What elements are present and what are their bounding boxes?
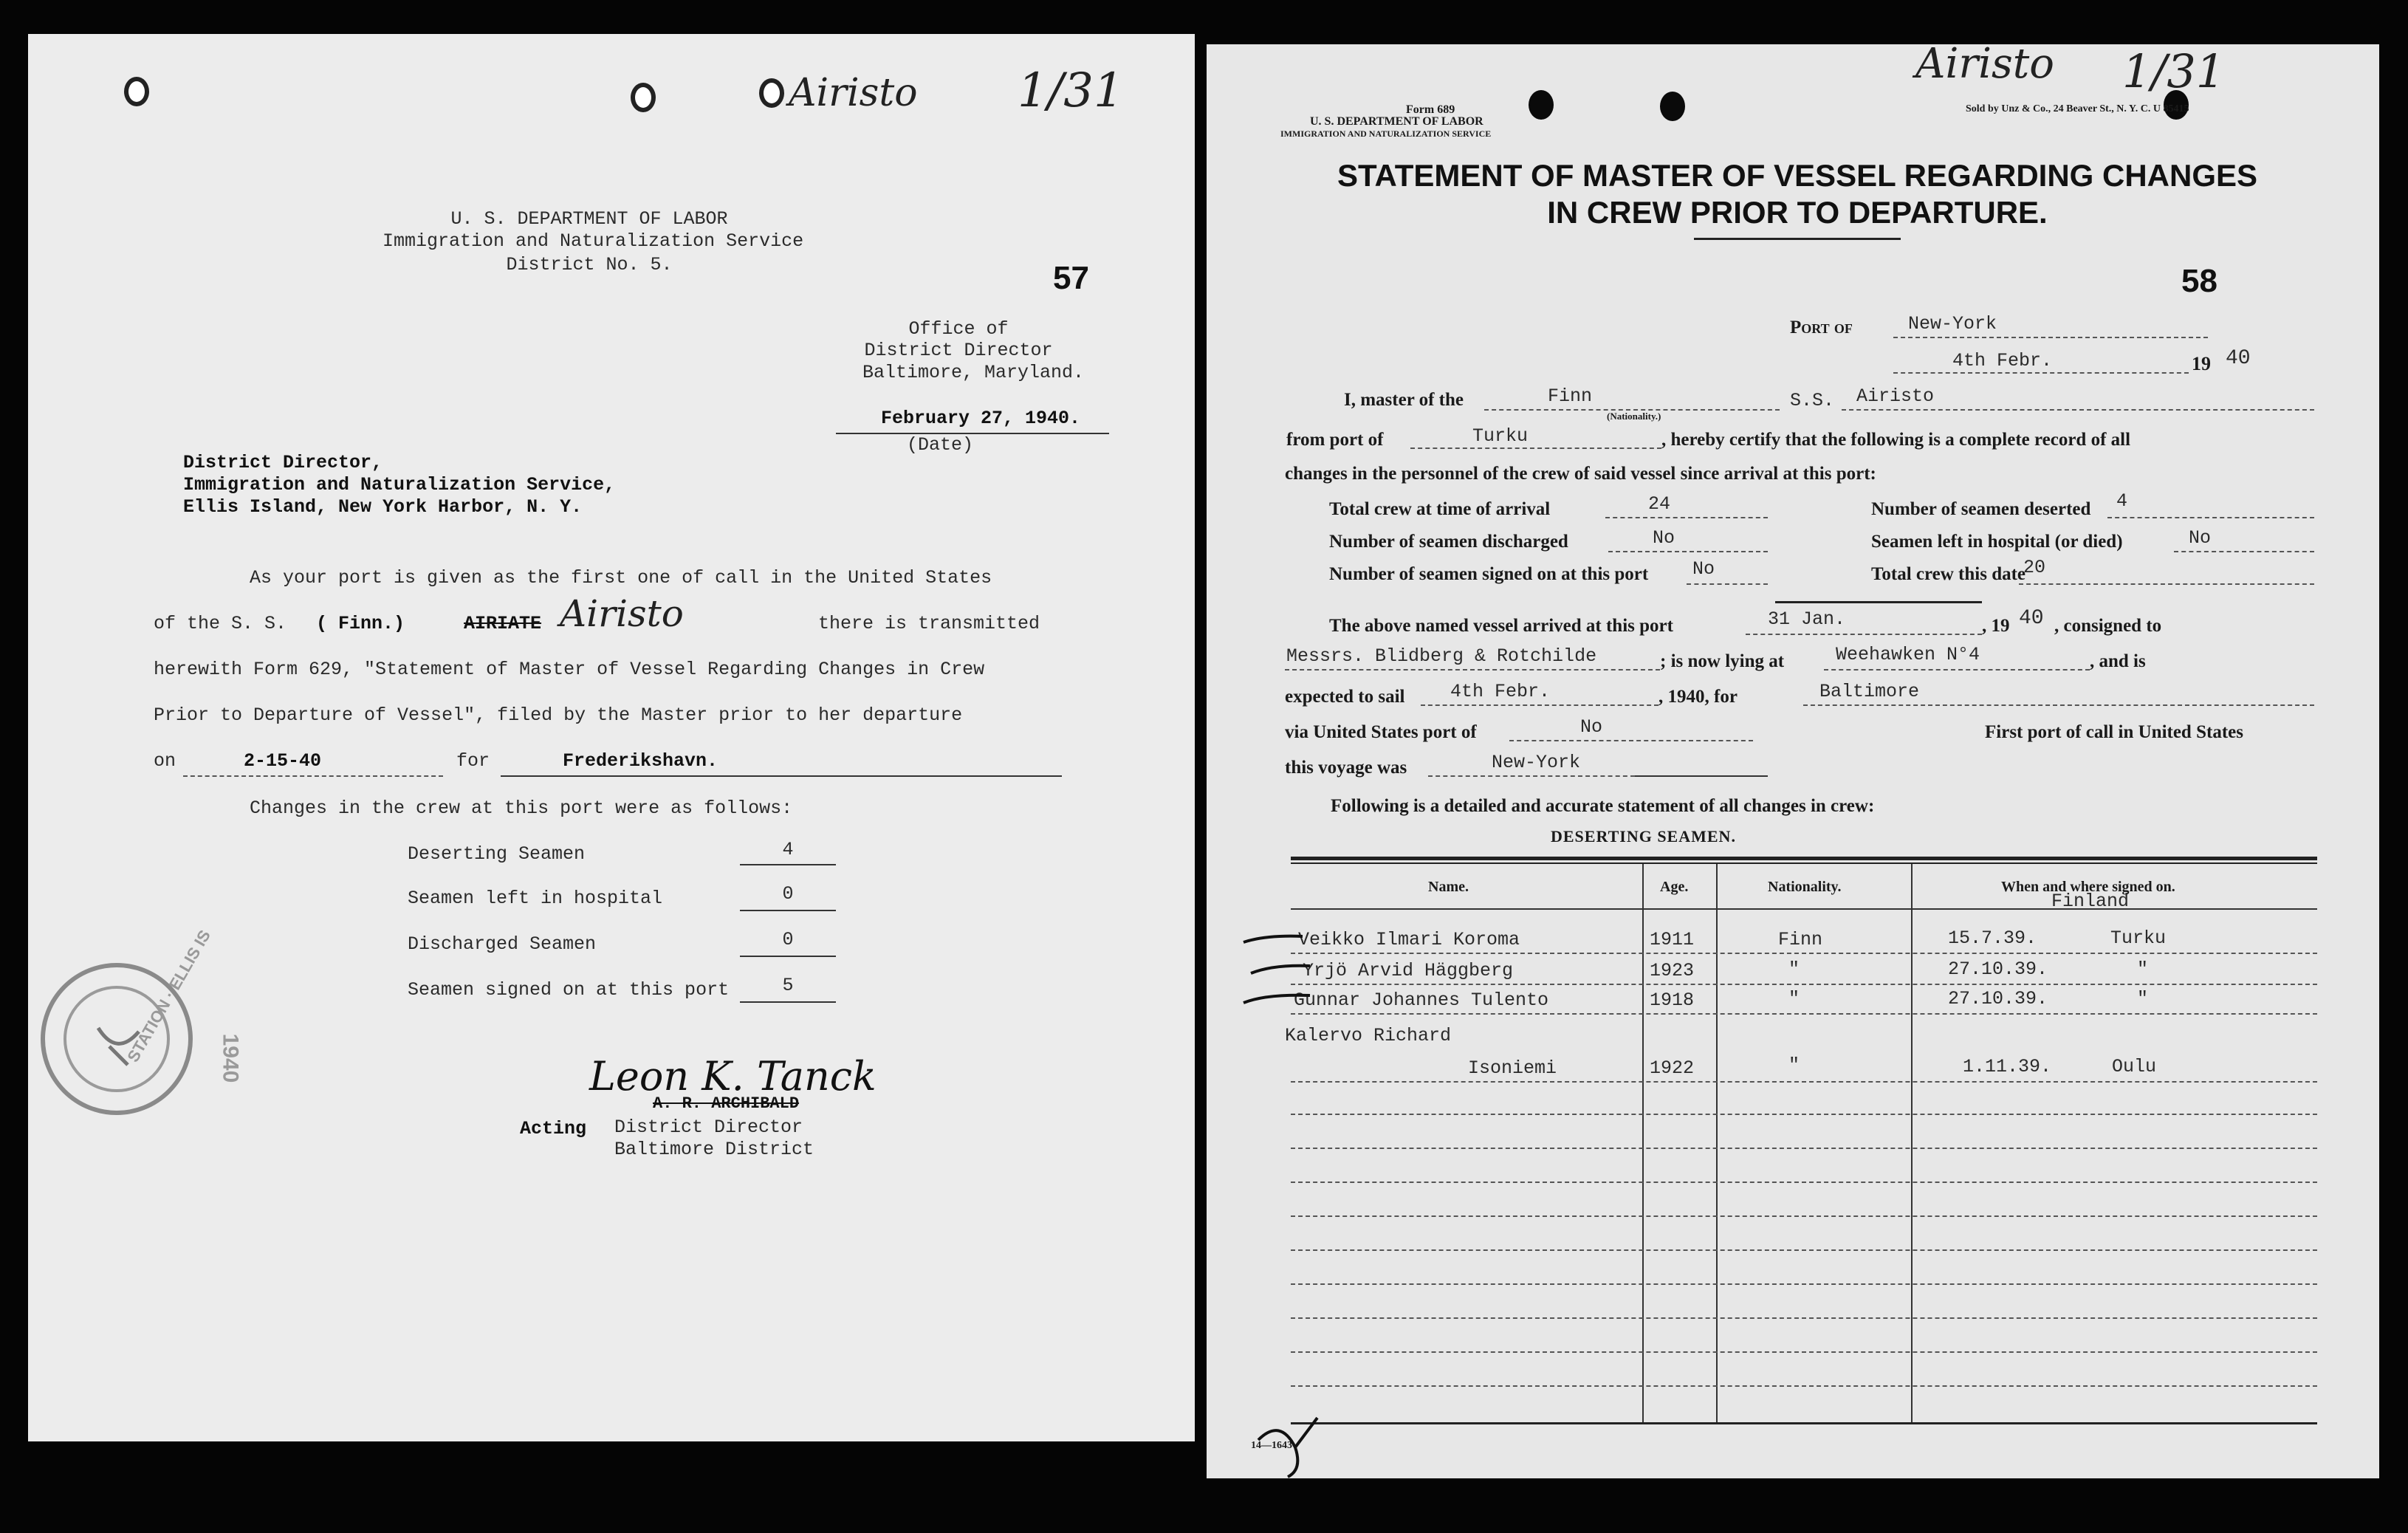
row-nationality: Finn — [1778, 929, 1823, 950]
row-age: 1922 — [1650, 1057, 1695, 1079]
master-nationality: Finn — [1548, 385, 1593, 407]
stat-value: No — [1692, 558, 1715, 580]
changes-heading: Changes in the crew at this port were as follows: — [250, 798, 793, 819]
punch-hole — [631, 83, 656, 112]
stamp-date: 1940 — [218, 1033, 243, 1083]
stat-value: No — [1653, 527, 1675, 549]
left-page-letter — [28, 34, 1195, 1441]
row-name: Veikko Ilmari Koroma — [1298, 929, 1520, 950]
sig-title: Baltimore District — [614, 1139, 814, 1160]
body-line: As your port is given as the first one of call in the United States — [250, 567, 992, 589]
row-date: 15.7.39. — [1948, 927, 2037, 949]
departure-destination: Frederikshavn. — [563, 750, 718, 772]
office-line: Baltimore, Maryland. — [862, 362, 1085, 383]
handwritten-number: 1/31 — [2122, 44, 2226, 98]
changes-text: changes in the personnel of the crew of said vessel since arrival at this port: — [1285, 464, 1876, 484]
sold-by: Sold by Unz & Co., 24 Beaver St., N. Y. C. U 85415 — [1966, 103, 2189, 114]
stat-label: Number of seamen deserted — [1871, 499, 2091, 519]
struck-name: A. R. ARCHIBALD — [653, 1094, 800, 1113]
date-year-suffix: 40 — [2226, 347, 2251, 370]
body-on: on — [154, 750, 176, 772]
change-value: 0 — [782, 929, 794, 950]
change-value: 4 — [782, 839, 794, 860]
handwritten-vessel: Airisto — [560, 592, 684, 635]
stat-label: Total crew this date — [1871, 564, 2026, 584]
deserting-heading: DESERTING SEAMEN. — [1551, 827, 1736, 846]
expected-value: 4th Febr. — [1450, 681, 1551, 702]
office-line: District Director — [864, 340, 1053, 361]
row-age: 1911 — [1650, 929, 1695, 950]
body-line: herewith Form 629, "Statement of Master of Vessel Regarding Changes in Crew — [154, 659, 985, 680]
col-header-age: Age. — [1660, 879, 1689, 895]
punch-hole — [1529, 90, 1554, 120]
row-nationality: " — [1788, 958, 1800, 980]
voyage-value: New-York — [1492, 752, 1581, 773]
arrived-year-prefix: , 19 — [1982, 616, 2010, 636]
struck-vessel-name: AIRIATE — [464, 613, 542, 634]
date-caption: (Date) — [907, 434, 974, 456]
ss-label: S.S. — [1790, 390, 1835, 411]
certify-text: , hereby certify that the following is a complete record of all — [1661, 430, 2131, 450]
stat-label: Number of seamen signed on at this port — [1329, 564, 1649, 584]
addressee-line: Ellis Island, New York Harbor, N. Y. — [183, 496, 583, 518]
handwritten-vessel: Airisto — [1915, 44, 2054, 88]
agency-line: District No. 5. — [506, 254, 673, 275]
body-line-prefix: of the S. S. — [154, 613, 287, 634]
consignee: Messrs. Blidberg & Rotchilde — [1286, 645, 1597, 667]
agency-line: Immigration and Naturalization Service — [383, 230, 804, 252]
change-label: Deserting Seamen — [408, 843, 586, 865]
lying-label: ; is now lying at — [1660, 651, 1785, 671]
nationality-caption: (Nationality.) — [1607, 411, 1661, 422]
master-label: I, master of the — [1344, 390, 1464, 410]
sig-acting: Acting — [520, 1118, 587, 1139]
row-date: 27.10.39. — [1948, 988, 2048, 1009]
lying-value: Weehawken N°4 — [1836, 644, 1980, 665]
stat-label: Number of seamen discharged — [1329, 532, 1568, 552]
via-label: via United States port of — [1285, 722, 1477, 742]
addressee-line: Immigration and Naturalization Service, — [183, 474, 616, 495]
row-name: Gunnar Johannes Tulento — [1294, 990, 1549, 1011]
stat-label: Total crew at time of arrival — [1329, 499, 1551, 519]
punch-hole — [759, 78, 784, 108]
office-line: Office of — [908, 318, 1009, 340]
form-agency: U. S. DEPARTMENT OF LABOR — [1310, 115, 1483, 128]
row-nationality: " — [1788, 988, 1800, 1009]
row-nationality: " — [1788, 1054, 1800, 1076]
handwritten-number: 1/31 — [1018, 64, 1124, 118]
expected-year: , 1940, for — [1658, 687, 1738, 707]
addressee-line: District Director, — [183, 452, 383, 473]
col-header-name: Name. — [1428, 879, 1469, 895]
date-year-prefix: 19 — [2192, 353, 2211, 374]
from-port-label: from port of — [1286, 430, 1384, 450]
row-date: 1.11.39. — [1963, 1056, 2052, 1077]
stat-value: 20 — [2023, 557, 2046, 578]
arrived-value: 31 Jan. — [1768, 608, 1846, 630]
consigned-label: , consigned to — [2054, 616, 2162, 636]
port-label: Port of — [1790, 318, 1853, 337]
row-place: Oulu — [2112, 1056, 2157, 1077]
departure-date: 2-15-40 — [244, 750, 322, 772]
form-title: STATEMENT OF MASTER OF VESSEL REGARDING CHANGES — [1337, 158, 2258, 193]
date-value: 4th Febr. — [1952, 350, 2053, 371]
row-place: Turku — [2110, 927, 2167, 949]
ss-value: Airisto — [1856, 385, 1935, 407]
row-name: Yrjö Arvid Häggberg — [1303, 960, 1514, 981]
stat-label: Seamen left in hospital (or died) — [1871, 532, 2123, 552]
arrived-label: The above named vessel arrived at this port — [1329, 616, 1673, 636]
row-age: 1923 — [1650, 960, 1695, 981]
row-date: 27.10.39. — [1948, 958, 2048, 980]
stamp-text: STATION · ELLIS IS — [123, 926, 214, 1066]
punch-hole — [1660, 92, 1685, 121]
row-place: " — [2137, 958, 2149, 980]
body-for: for — [456, 750, 490, 772]
via-value: No — [1580, 716, 1603, 738]
col-header-signed: When and where signed on. — [2001, 879, 2175, 895]
change-value: 5 — [782, 975, 794, 996]
sig-title: District Director — [614, 1117, 803, 1138]
punch-hole — [124, 77, 149, 106]
from-port-value: Turku — [1472, 425, 1529, 447]
row-age: 1918 — [1650, 990, 1695, 1011]
port-value: New-York — [1908, 313, 1997, 335]
form-number: Form 689 — [1406, 103, 1455, 116]
signed-country: Finland — [2051, 891, 2130, 912]
expected-label: expected to sail — [1285, 687, 1405, 707]
body-nationality: ( Finn.) — [316, 613, 405, 634]
right-page-form — [1207, 44, 2379, 1478]
stat-value: 24 — [1648, 493, 1671, 515]
signature: Leon K. Tanck — [589, 1053, 877, 1100]
row-place: " — [2137, 988, 2149, 1009]
following-text: Following is a detailed and accurate statement of all changes in crew: — [1331, 796, 1875, 816]
arrived-year-suffix: 40 — [2019, 607, 2044, 630]
stat-value: 4 — [2116, 490, 2128, 512]
page-number: 57 — [1053, 260, 1089, 296]
page-number: 58 — [2181, 263, 2217, 299]
form-title: IN CREW PRIOR TO DEPARTURE. — [1547, 195, 2048, 230]
first-port-label: First port of call in United States — [1985, 722, 2243, 742]
body-line-suffix: there is transmitted — [818, 613, 1040, 634]
voyage-label: this voyage was — [1285, 758, 1407, 778]
row-name: Kalervo Richard — [1285, 1025, 1452, 1046]
expected-destination: Baltimore — [1819, 681, 1920, 702]
footer-code: 14—1643 — [1251, 1440, 1292, 1451]
initials-mark — [1251, 1403, 1340, 1478]
body-line: Prior to Departure of Vessel", filed by the Master prior to her departure — [154, 704, 963, 726]
and-is: , and is — [2090, 651, 2146, 671]
check-marks — [1236, 920, 1325, 1016]
form-agency: IMMIGRATION AND NATURALIZATION SERVICE — [1280, 128, 1492, 139]
row-name: Isoniemi — [1468, 1057, 1557, 1079]
letter-date: February 27, 1940. — [880, 408, 1081, 429]
col-header-nationality: Nationality. — [1768, 879, 1842, 895]
change-label: Discharged Seamen — [408, 933, 597, 955]
agency-line: U. S. DEPARTMENT OF LABOR — [450, 208, 728, 230]
stat-value: No — [2189, 527, 2212, 549]
change-label: Seamen signed on at this port — [408, 979, 730, 1001]
change-value: 0 — [782, 883, 794, 905]
handwritten-vessel: Airisto — [789, 71, 918, 115]
change-label: Seamen left in hospital — [408, 888, 663, 909]
